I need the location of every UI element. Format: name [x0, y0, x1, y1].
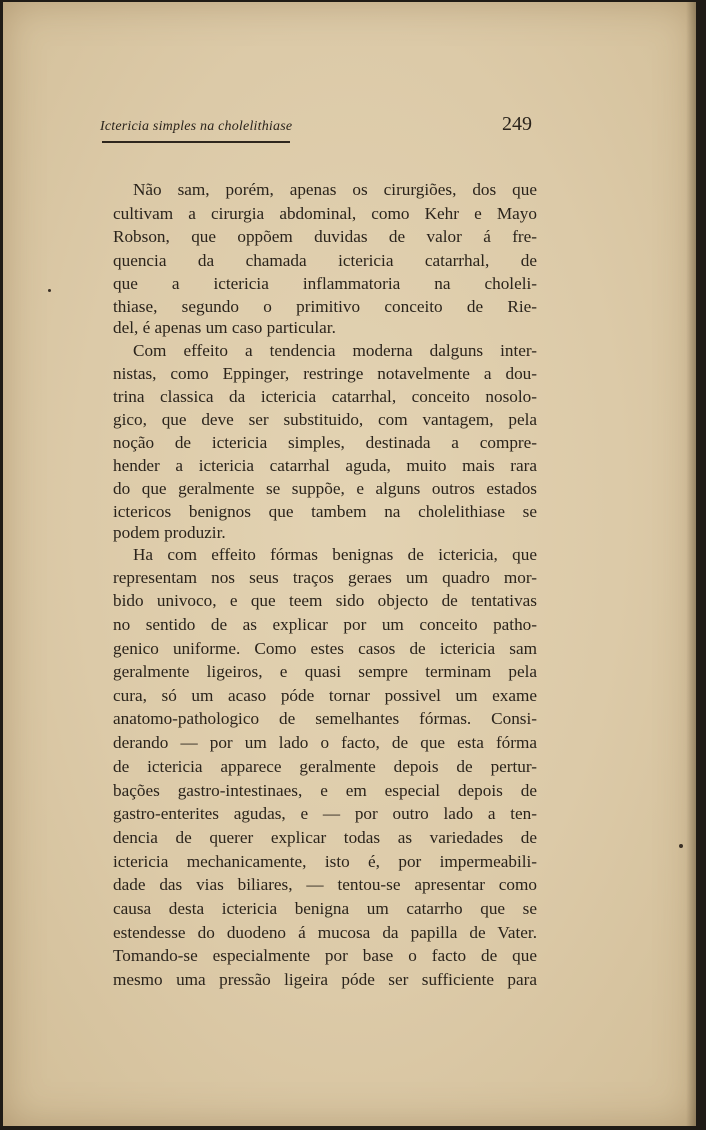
- body-text: [113, 2, 537, 1126]
- text-line: Com effeito a tendencia moderna dalguns inter-: [133, 341, 537, 360]
- text-line: gico, que deve ser substituido, com vantagem, pela: [113, 410, 537, 429]
- text-line: Ha com effeito fórmas benignas de ictericia, que: [133, 545, 537, 564]
- text-line: Robson, que oppõem duvidas de valor á fre-: [113, 227, 537, 246]
- text-line: Tomando-se especialmente por base o facto de que: [113, 946, 537, 965]
- text-line: dencia de querer explicar todas as variedades de: [113, 828, 537, 847]
- text-line: thiase, segundo o primitivo conceito de Rie-: [113, 297, 537, 316]
- text-line: bido univoco, e que teem sido objecto de tentativas: [113, 591, 537, 610]
- text-line: dade das vias biliares, — tentou-se apresentar como: [113, 875, 537, 894]
- text-line: bações gastro-intestinaes, e em especial depois de: [113, 781, 537, 800]
- text-line: mesmo uma pressão ligeira póde ser sufficiente para: [113, 970, 537, 989]
- text-line: podem produzir.: [113, 523, 226, 542]
- text-line: Não sam, porém, apenas os cirurgiões, dos que: [133, 180, 537, 199]
- book-page: [3, 2, 696, 1126]
- text-line: cura, só um acaso póde tornar possivel um exame: [113, 686, 537, 705]
- text-line: trina classica da ictericia catarrhal, conceito nosolo-: [113, 387, 537, 406]
- text-line: estendesse do duodeno á mucosa da papilla de Vater.: [113, 923, 537, 942]
- text-line: noção de ictericia simples, destinada a compre-: [113, 433, 537, 452]
- page-speck: [679, 844, 683, 848]
- text-line: hender a ictericia catarrhal aguda, muito mais rara: [113, 456, 537, 475]
- text-line: representam nos seus traços geraes um quadro mor-: [113, 568, 537, 587]
- text-line: del, é apenas um caso particular.: [113, 318, 336, 337]
- text-line: gastro-enterites agudas, e — por outro lado a ten-: [113, 804, 537, 823]
- text-line: causa desta ictericia benigna um catarrho que se: [113, 899, 537, 918]
- text-line: geralmente ligeiros, e quasi sempre terminam pela: [113, 662, 537, 681]
- page-speck: [48, 289, 51, 292]
- text-line: do que geralmente se suppõe, e alguns outros estados: [113, 479, 537, 498]
- text-line: derando — por um lado o facto, de que esta fórma: [113, 733, 537, 752]
- text-line: genico uniforme. Como estes casos de ictericia sam: [113, 639, 537, 658]
- text-line: que a ictericia inflammatoria na choleli-: [113, 274, 537, 293]
- text-line: nistas, como Eppinger, restringe notavelmente a dou-: [113, 364, 537, 383]
- text-line: anatomo-pathologico de semelhantes fórmas. Consi-: [113, 709, 537, 728]
- text-line: ictericos benignos que tambem na cholelithiase se: [113, 502, 537, 521]
- text-line: no sentido de as explicar por um conceito patho-: [113, 615, 537, 634]
- running-title: Ictericia simples na cholelithiase: [100, 119, 293, 134]
- page-number: 249: [502, 113, 532, 135]
- text-line: cultivam a cirurgia abdominal, como Kehr e Mayo: [113, 204, 537, 223]
- text-line: de ictericia apparece geralmente depois de pertur-: [113, 757, 537, 776]
- page-spine-shadow: [686, 2, 696, 1126]
- text-line: ictericia mechanicamente, isto é, por impermeabili-: [113, 852, 537, 871]
- text-line: quencia da chamada ictericia catarrhal, de: [113, 251, 537, 270]
